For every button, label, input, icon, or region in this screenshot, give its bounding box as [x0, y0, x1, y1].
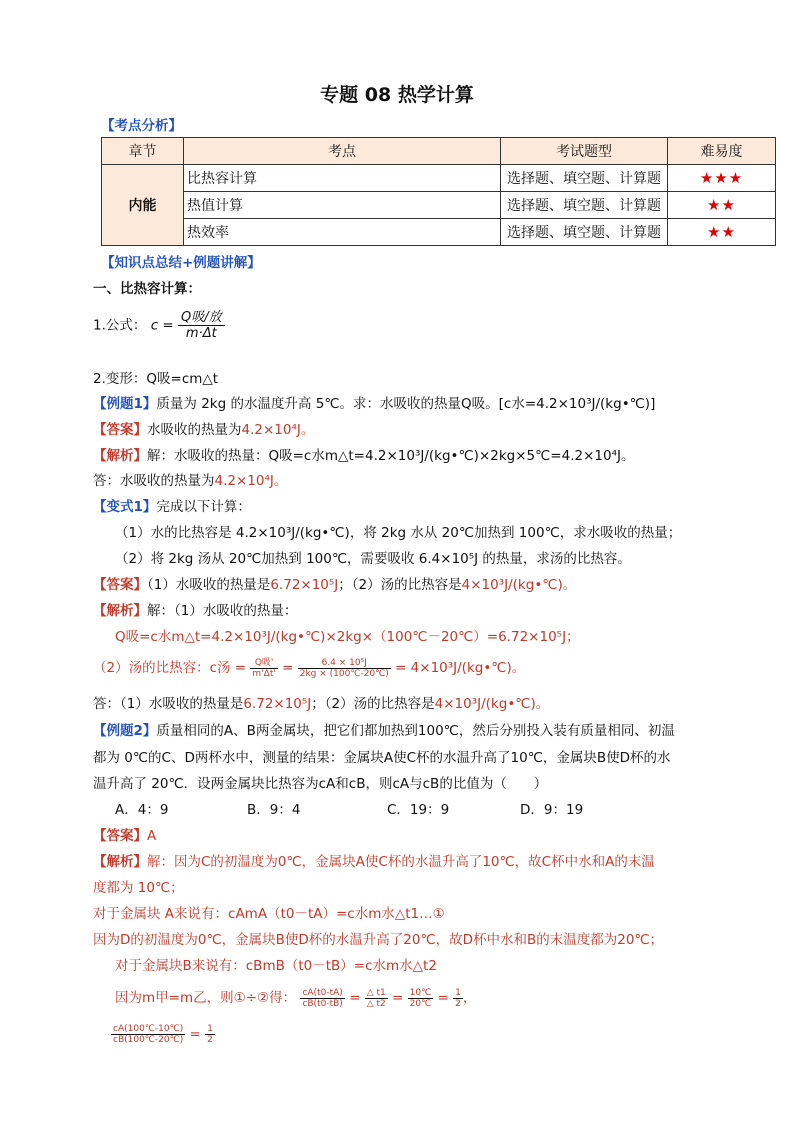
variant1-solution — [93, 599, 297, 619]
header-point: 考点 — [184, 138, 501, 165]
fraction-numerator: 10℃ — [409, 987, 432, 998]
fraction-denominator: m'Δt' — [252, 668, 276, 679]
heading-specific-heat: 一、比热容计算： — [93, 281, 201, 297]
formula-lhs: c = — [150, 317, 174, 334]
soup-fraction-symbolic — [250, 658, 277, 679]
example1-answer — [93, 418, 314, 438]
formula-label: 1.公式： — [93, 317, 147, 334]
point-cell: 热效率 — [184, 219, 501, 246]
option-b: B．9：4 — [247, 802, 301, 818]
answer-value: A — [147, 828, 157, 844]
example2-solution-line1 — [93, 850, 655, 870]
example1-final — [93, 469, 287, 489]
table-row — [102, 165, 776, 192]
question-text: 质量相同的A、B两金属块，把它们都加热到100℃，然后分别投入装有质量相同、初温 — [156, 723, 675, 739]
header-difficulty: 难易度 — [668, 138, 776, 165]
fraction-denominator: cB(100℃-20℃) — [113, 1035, 184, 1045]
final-text: 答：水吸收的热量为 — [93, 473, 215, 489]
ratio-fraction-4 — [453, 988, 463, 1009]
fraction-numerator: cA(100℃-10℃) — [111, 1024, 185, 1035]
formula-variant: 2.变形：Q吸=cm△t — [93, 371, 219, 387]
final-value: 4×10³J/(kg•℃)。 — [434, 696, 550, 712]
soup-label: （2）汤的比热容：c汤 = — [93, 660, 247, 676]
soup-result: = 4×10³J/(kg•℃)。 — [395, 660, 526, 676]
fraction-numerator: cA(t0-tA) — [300, 988, 344, 999]
solution-tag: 【解析】 — [93, 448, 147, 464]
final-value: 4.2×10⁴J。 — [214, 473, 288, 489]
page-title: 专题 08 热学计算 — [320, 84, 474, 106]
point-cell: 热值计算 — [184, 192, 501, 219]
variant1-q1: （1）水的比热容是 4.2×10³J/(kg•℃)，将 2kg 水从 20℃加热到 100℃，求水吸收的热量； — [115, 525, 682, 541]
comma: ， — [462, 990, 477, 1006]
soup-fraction-numeric — [298, 658, 391, 679]
final-text: ；（2）汤的比热容是 — [311, 696, 435, 712]
solution-text: 解：因为C的初温度为0℃，金属块A使C杯的水温升高了10℃，故C杯中水和A的末温 — [147, 854, 655, 870]
answer-text: 水吸收的热量为 — [147, 422, 242, 438]
variant1-answer — [93, 573, 576, 593]
formula-numerator: Q吸/放 — [178, 310, 225, 326]
table-row — [102, 192, 776, 219]
answer-value: 4.2×10⁴J。 — [241, 422, 315, 438]
answer-value: 6.72×10⁵J — [270, 577, 339, 593]
answer-tag: 【答案】 — [93, 422, 147, 438]
fraction-numerator: 6.4 × 10⁵J — [298, 658, 391, 669]
solution-tag: 【解析】 — [93, 854, 147, 870]
example2-question-line3: 温升高了 20℃．设两金属块比热容为cA和cB，则cA与cB的比值为（ ） — [93, 776, 548, 792]
formula-denominator: m·Δt — [185, 326, 217, 341]
chapter-cell: 内能 — [102, 165, 184, 246]
type-cell: 选择题、填空题、计算题 — [501, 219, 668, 246]
solution-tag: 【解析】 — [93, 603, 147, 619]
difficulty-stars: ★★ — [668, 219, 776, 246]
formula-fraction — [178, 310, 225, 341]
final-fraction-2 — [205, 1024, 215, 1045]
fraction-denominator: △ t2 — [366, 998, 386, 1009]
fraction-numerator: 1 — [207, 1024, 213, 1034]
example1-question — [93, 392, 655, 412]
fraction-numerator: △ t1 — [366, 987, 386, 998]
example2-question-line1 — [93, 719, 675, 739]
example2-solution-line3: 对于金属块 A来说有：cAmA（t0－tA）=c水m水△t1…① — [93, 906, 445, 922]
option-c: C．19：9 — [387, 802, 450, 818]
ratio-text: 因为m甲=m乙，则①÷②得： — [115, 990, 297, 1006]
type-cell: 选择题、填空题、计算题 — [501, 192, 668, 219]
equals-sign: = — [349, 990, 361, 1006]
difficulty-stars: ★★ — [668, 192, 776, 219]
formula-line — [93, 310, 225, 341]
example2-tag: 【例题2】 — [93, 723, 157, 739]
example2-answer — [93, 824, 156, 844]
fraction-denominator: cB(t0-tB) — [302, 998, 343, 1009]
option-d: D．9：19 — [520, 802, 584, 818]
final-text: 答：（1）水吸收的热量是 — [93, 696, 244, 712]
example2-final-ratio — [111, 1024, 215, 1045]
ratio-fraction-1 — [300, 988, 344, 1009]
ratio-fraction-2 — [365, 988, 388, 1009]
exam-points-table — [101, 137, 776, 246]
variant1-soup-line — [93, 656, 525, 679]
equals-sign: = — [189, 1026, 201, 1043]
variant1-final — [93, 692, 549, 712]
example1-solution — [93, 444, 634, 464]
example2-solution-line5: 对于金属块B来说有：cBmB（t0－tB）=c水m水△t2 — [115, 958, 437, 974]
variant1-tag: 【变式1】 — [93, 499, 157, 515]
equals-sign: = — [282, 660, 294, 676]
answer-tag: 【答案】 — [93, 828, 147, 844]
solution-text: 解：（1）水吸收的热量： — [147, 603, 298, 619]
final-fraction-1 — [111, 1024, 185, 1045]
variant1-text: 完成以下计算： — [156, 499, 251, 515]
variant1-q2: （2）将 2kg 汤从 20℃加热到 100℃，需要吸收 6.4×10⁵J 的热量，求汤的比热容。 — [115, 551, 631, 567]
ratio-fraction-3 — [408, 988, 434, 1009]
answer-text: （1）水吸收的热量是 — [147, 577, 271, 593]
answer-tag: 【答案】 — [93, 577, 147, 593]
solution-text-a: 解：水吸收的热量：Q吸=c水m△t= — [147, 448, 365, 464]
example2-solution-line4: 因为D的初温度为0℃，金属块B使D杯的水温升高了20℃，故D杯中水和B的末温度都为20℃； — [93, 932, 664, 948]
fraction-denominator: 2kg × (100℃-20℃) — [299, 668, 389, 679]
fraction-denominator: 2 — [455, 998, 461, 1009]
answer-value: 4×10³J/(kg•℃)。 — [461, 577, 577, 593]
table-row — [102, 219, 776, 246]
answer-text: ；（2）汤的比热容是 — [338, 577, 462, 593]
example1-text: 质量为 2kg 的水温度升高 5℃。求：水吸收的热量Q吸。[c水=4.2×10³J/(kg•℃)] — [156, 396, 656, 412]
table-header-row — [102, 138, 776, 165]
example2-question-line2: 都为 0℃的C、D两杯水中，测量的结果：金属块A使C杯的水温升高了10℃，金属块B使D杯的水 — [93, 750, 671, 766]
option-a: A．4：9 — [115, 802, 169, 818]
example2-ratio-line — [115, 986, 476, 1009]
point-cell: 比热容计算 — [184, 165, 501, 192]
example1-tag: 【例题1】 — [93, 396, 157, 412]
final-value: 6.72×10⁵J — [243, 696, 312, 712]
type-cell: 选择题、填空题、计算题 — [501, 165, 668, 192]
fraction-numerator: 1 — [455, 987, 461, 998]
fraction-denominator: 20℃ — [409, 998, 432, 1009]
equals-sign: = — [392, 990, 404, 1006]
variant1-calc-line: Q吸=c水m△t=4.2×10³J/(kg•℃)×2kg×（100℃－20℃）=6.72×10⁵J； — [115, 629, 580, 645]
section-knowledge-summary: 【知识点总结+例题讲解】 — [101, 255, 261, 271]
variant1-question — [93, 495, 251, 515]
fraction-numerator: Q吸' — [250, 658, 277, 669]
difficulty-stars: ★★★ — [668, 165, 776, 192]
header-chapter: 章节 — [102, 138, 184, 165]
equals-sign: = — [437, 990, 449, 1006]
fraction-denominator: 2 — [207, 1035, 213, 1045]
header-type: 考试题型 — [501, 138, 668, 165]
section-exam-analysis: 【考点分析】 — [101, 118, 182, 134]
solution-text-b: 4.2×10³J/(kg•℃)×2kg×5℃=4.2×10⁴J。 — [365, 448, 635, 464]
example2-solution-line2: 度都为 10℃； — [93, 880, 184, 896]
